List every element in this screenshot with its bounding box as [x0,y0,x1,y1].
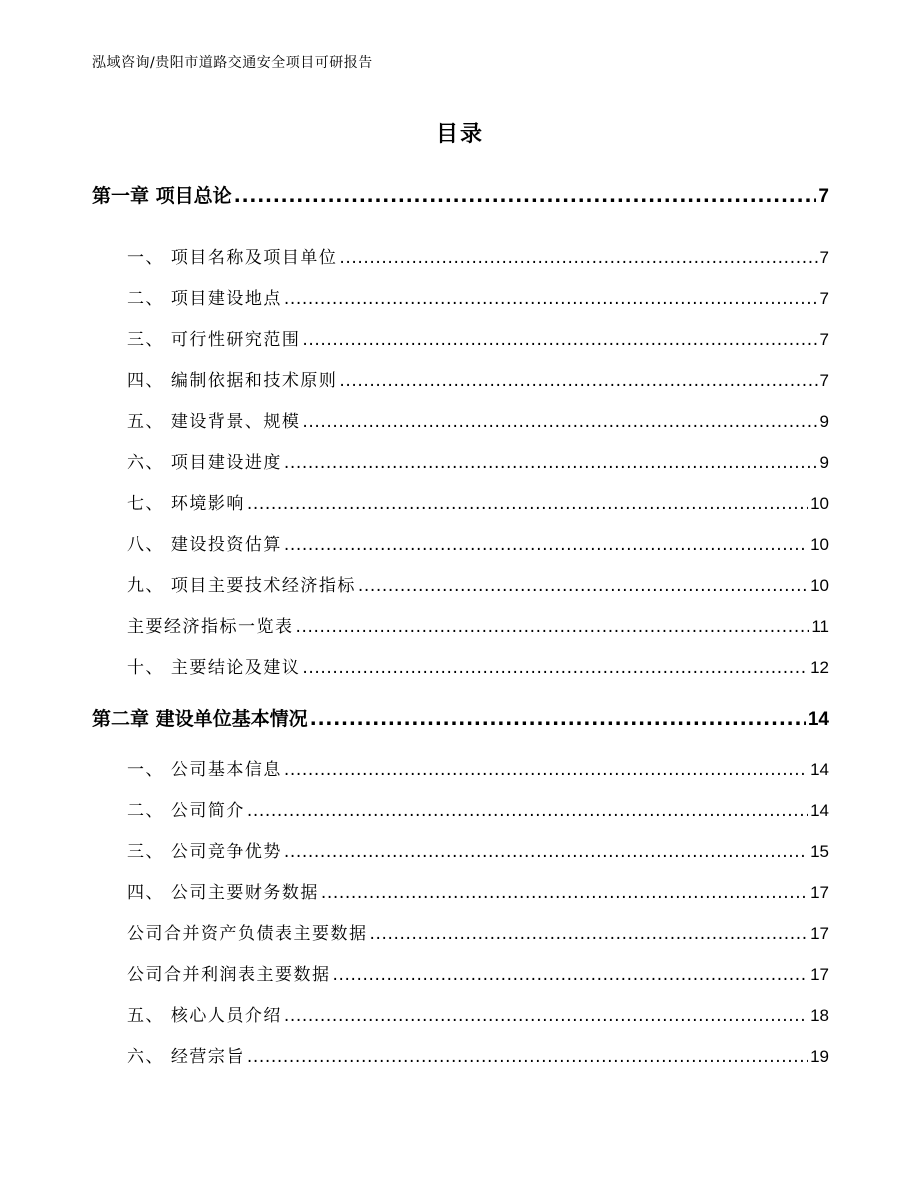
dot-leader [284,532,808,558]
dot-leader [284,286,818,312]
toc-entry-label: 五、 建设背景、规模 [127,412,301,432]
toc-section[interactable] [92,286,829,312]
toc-section[interactable] [92,491,829,517]
dot-leader [321,880,808,906]
toc-entry-label: 三、 可行性研究范围 [127,330,301,350]
toc-section[interactable] [92,839,829,865]
toc-entry-label: 四、 编制依据和技术原则 [127,371,338,391]
dot-leader [358,573,808,599]
toc-page-number: 9 [819,453,829,472]
toc-page-number: 9 [819,412,829,431]
dot-leader [284,839,808,865]
toc-page-number: 10 [810,576,829,595]
toc-section[interactable] [92,368,829,394]
toc-section[interactable] [92,798,829,824]
toc-entry-label: 七、 环境影响 [127,494,245,514]
toc-page-number: 14 [810,760,829,779]
toc-section[interactable] [92,880,829,906]
toc-chapter-2[interactable] [92,704,829,734]
toc-entry-label: 第二章 建设单位基本情况 [92,708,308,730]
dot-leader [247,1044,808,1070]
toc-entry-label: 公司合并利润表主要数据 [127,965,331,985]
toc-entry-label: 二、 公司简介 [127,801,245,821]
toc-section[interactable] [92,962,829,988]
toc-section[interactable] [92,757,829,783]
dot-leader [284,757,808,783]
toc-page-number: 7 [819,289,829,308]
toc-entry-label: 一、 项目名称及项目单位 [127,248,338,268]
toc-entry-label: 公司合并资产负债表主要数据 [127,924,368,944]
dot-leader [247,491,808,517]
dot-leader [284,1003,808,1029]
toc-entry-label: 十、 主要结论及建议 [127,658,301,678]
toc-page-number: 11 [811,617,829,636]
toc-entry-label: 四、 公司主要财务数据 [127,883,319,903]
toc-section[interactable] [92,409,829,435]
toc-entry-label: 八、 建设投资估算 [127,535,282,555]
dot-leader [234,181,817,211]
toc-page-number: 15 [810,842,829,861]
toc-section[interactable] [92,614,829,640]
toc-page-number: 18 [810,1006,829,1025]
toc-entry-label: 六、 项目建设进度 [127,453,282,473]
toc-page-number: 12 [810,658,829,677]
toc-section[interactable] [92,1044,829,1070]
dot-leader [339,245,817,271]
toc-page-number: 17 [810,924,829,943]
toc-chapter-1[interactable] [92,181,829,211]
dot-leader [302,655,808,681]
toc-section[interactable] [92,532,829,558]
dot-leader [339,368,817,394]
toc-section[interactable] [92,245,829,271]
toc-page-number: 7 [819,371,829,390]
toc-page-number: 14 [810,801,829,820]
toc-entry-label: 二、 项目建设地点 [127,289,282,309]
dot-leader [302,409,817,435]
toc-entry-label: 三、 公司竞争优势 [127,842,282,862]
toc-page-number: 17 [810,883,829,902]
toc-page-number: 7 [818,186,829,207]
toc-entry-label: 五、 核心人员介绍 [127,1006,282,1026]
toc-page-number: 7 [819,248,829,267]
toc-page-number: 7 [819,330,829,349]
toc-page-number: 10 [810,494,829,513]
toc-page-number: 19 [810,1047,829,1066]
toc-section[interactable] [92,1003,829,1029]
toc-entry-label: 六、 经营宗旨 [127,1047,245,1067]
running-header: 泓域咨询/贵阳市道路交通安全项目可研报告 [92,55,373,71]
toc-title: 目录 [435,122,484,147]
toc-page-number: 14 [807,709,829,730]
toc-section[interactable] [92,921,829,947]
dot-leader [247,798,808,824]
toc-entry-label: 一、 公司基本信息 [127,760,282,780]
toc-page-number: 10 [810,535,829,554]
toc-entry-label: 第一章 项目总论 [92,185,232,207]
toc-section[interactable] [92,327,829,353]
dot-leader [333,962,809,988]
dot-leader [284,450,818,476]
dot-leader [302,327,817,353]
dot-leader [310,704,806,734]
toc-section[interactable] [92,655,829,681]
dot-leader [296,614,810,640]
dot-leader [370,921,809,947]
toc-section[interactable] [92,450,829,476]
toc-entry-label: 九、 项目主要技术经济指标 [127,576,356,596]
toc-entry-label: 主要经济指标一览表 [127,617,294,637]
toc-section[interactable] [92,573,829,599]
toc-page-number: 17 [810,965,829,984]
